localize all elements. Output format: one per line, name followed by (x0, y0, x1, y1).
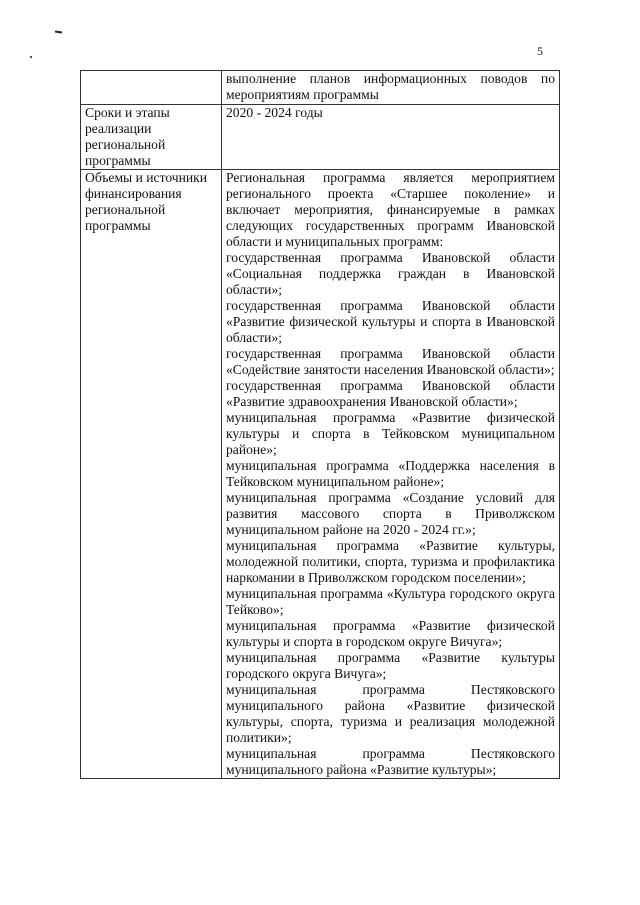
table-row (81, 170, 560, 779)
list-item: муниципальная программа «Развитие физической культуры и спорта в Тейковском муниципальном районе»; (226, 410, 555, 457)
list-item: муниципальная программа «Поддержка населения в Тейковском муниципальном районе»; (226, 458, 555, 489)
scan-speck (55, 31, 62, 34)
row-value (222, 170, 560, 779)
list-item: государственная программа Ивановской области «Социальная поддержка граждан в Ивановской области»; (226, 250, 555, 297)
list-item: муниципальная программа Пестяковского муниципального района «Развитие культуры»; (226, 746, 555, 777)
financing-program-list (226, 250, 555, 778)
financing-intro: Региональная программа является мероприятием регионального проекта «Старшее поколение» и включает мероприятия, финансируемые в рамках следующих государственных программ Ивановской области и муниципальных программ: (226, 170, 555, 249)
list-item: муниципальная программа «Создание условий для развития массового спорта в Приволжском муниципальном районе на 2020 - 2024 гг.»; (226, 490, 555, 537)
page-number: 5 (537, 44, 543, 58)
scan-speck (30, 56, 32, 58)
row-value: выполнение планов информационных поводов по мероприятиям программы (222, 71, 560, 105)
row-label: Объемы и источники финансирования региональной программы (81, 170, 222, 779)
row-value: 2020 - 2024 годы (222, 105, 560, 170)
list-item: муниципальная программа «Развитие физической культуры и спорта в городском округе Вичуга»; (226, 618, 555, 649)
row-label (81, 71, 222, 105)
row-label: Сроки и этапы реализации региональной программы (81, 105, 222, 170)
table-row (81, 105, 560, 170)
list-item: муниципальная программа Пестяковского муниципального района «Развитие физической культуры, спорта, туризма и реализация молодежной политики»; (226, 682, 555, 745)
list-item: муниципальная программа «Развитие культуры, молодежной политики, спорта, туризма и профилактика наркомании в Приволжском городском поселении»; (226, 538, 555, 585)
list-item: муниципальная программа «Развитие культуры городского округа Вичуга»; (226, 650, 555, 681)
list-item: муниципальная программа «Культура городского округа Тейково»; (226, 586, 555, 617)
list-item: государственная программа Ивановской области «Содействие занятости населения Ивановской области»; (226, 346, 555, 377)
list-item: государственная программа Ивановской области «Развитие физической культуры и спорта в Ивановской области»; (226, 298, 555, 345)
list-item: государственная программа Ивановской области «Развитие здравоохранения Ивановской области»; (226, 378, 555, 409)
program-passport-table (80, 70, 560, 779)
table-row (81, 71, 560, 105)
